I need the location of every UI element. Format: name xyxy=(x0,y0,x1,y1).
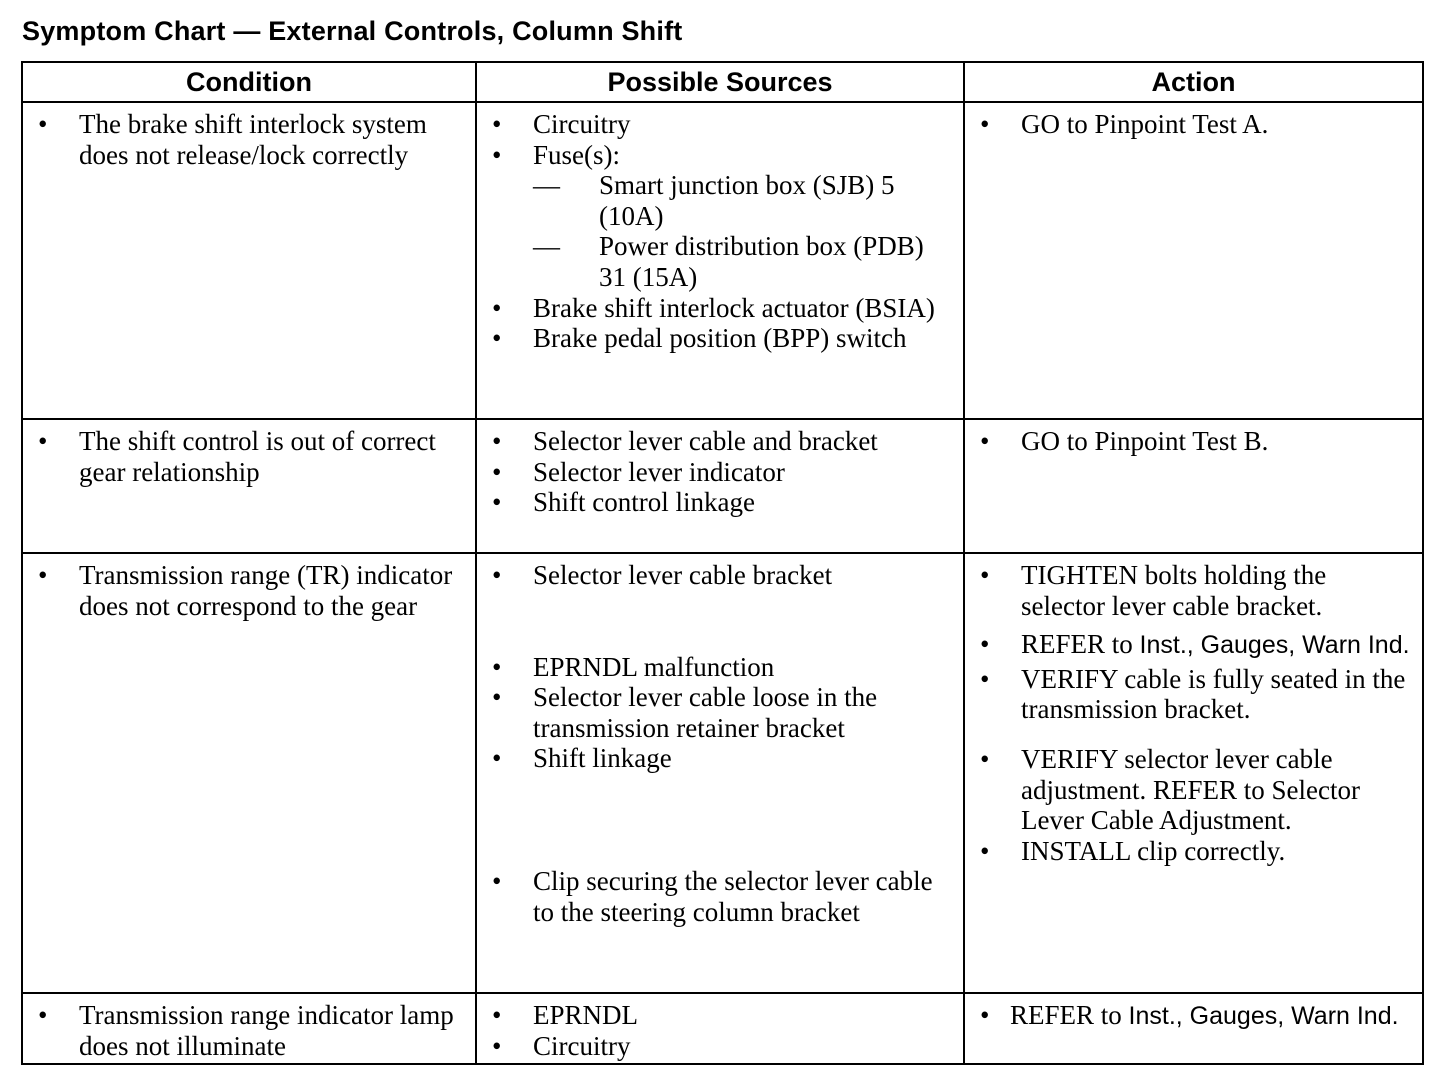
source-item: • Selector lever cable loose in the transmission retainer bracket xyxy=(485,682,955,743)
source-item: • Shift control linkage xyxy=(485,487,955,518)
source-item: • Circuitry xyxy=(485,1031,955,1062)
action-item xyxy=(973,629,1414,660)
action-item-lead: REFER to xyxy=(1010,1000,1122,1030)
source-item: • EPRNDL malfunction xyxy=(485,652,955,683)
source-item: • Circuitry xyxy=(485,109,955,140)
table-row xyxy=(22,553,1423,993)
header-action: Action xyxy=(964,62,1423,102)
condition-text: • Transmission range indicator lamp does not illuminate xyxy=(31,1000,467,1061)
source-item: • Selector lever cable and bracket xyxy=(485,426,955,457)
action-item: • VERIFY selector lever cable adjustment. REFER to Selector Lever Cable Adjustment. xyxy=(973,744,1414,836)
condition-cell xyxy=(22,419,476,553)
table-row xyxy=(22,993,1423,1064)
source-subitem: — Smart junction box (SJB) 5 (10A) xyxy=(533,170,955,231)
source-item: • Selector lever cable bracket xyxy=(485,560,955,591)
table-row xyxy=(22,419,1423,553)
sources-cell xyxy=(476,419,964,553)
sources-cell xyxy=(476,102,964,419)
action-item: • GO to Pinpoint Test B. xyxy=(973,426,1414,457)
source-item: • Brake shift interlock actuator (BSIA) xyxy=(485,293,955,324)
sources-cell xyxy=(476,993,964,1064)
action-cell xyxy=(964,419,1423,553)
action-cell xyxy=(964,993,1423,1064)
cross-reference-link[interactable]: Inst., Gauges, Warn Ind. xyxy=(1139,631,1410,660)
header-condition: Condition xyxy=(22,62,476,102)
condition-text: • The brake shift interlock system does not release/lock correctly xyxy=(31,109,467,170)
action-item xyxy=(973,1000,1414,1031)
table-header-row xyxy=(22,62,1423,102)
symptom-chart-table xyxy=(21,61,1424,1065)
action-item-lead: REFER to xyxy=(1021,629,1133,660)
source-item-label: Fuse(s): xyxy=(533,139,620,170)
table-row xyxy=(22,102,1423,419)
action-item: • VERIFY cable is fully seated in the transmission bracket. xyxy=(973,664,1414,725)
source-item xyxy=(485,140,955,293)
action-cell xyxy=(964,102,1423,419)
condition-cell xyxy=(22,553,476,993)
action-item: • GO to Pinpoint Test A. xyxy=(973,109,1414,140)
sources-cell xyxy=(476,553,964,993)
action-cell xyxy=(964,553,1423,993)
source-item: • Shift linkage xyxy=(485,743,955,774)
cross-reference-link[interactable]: Inst., Gauges, Warn Ind. xyxy=(1128,1002,1399,1030)
header-possible-sources: Possible Sources xyxy=(476,62,964,102)
page-title: Symptom Chart — External Controls, Column Shift xyxy=(22,16,683,46)
condition-text: • Transmission range (TR) indicator does not correspond to the gear xyxy=(31,560,467,621)
source-subitem: — Power distribution box (PDB) 31 (15A) xyxy=(533,231,955,292)
source-item: • EPRNDL xyxy=(485,1000,955,1031)
source-item: • Brake pedal position (BPP) switch xyxy=(485,323,955,354)
action-item: • TIGHTEN bolts holding the selector lever cable bracket. xyxy=(973,560,1414,621)
condition-text: • The shift control is out of correct gear relationship xyxy=(31,426,467,487)
source-item: • Clip securing the selector lever cable to the steering column bracket xyxy=(485,866,955,927)
condition-cell xyxy=(22,993,476,1064)
source-item: • Selector lever indicator xyxy=(485,457,955,488)
action-item: • INSTALL clip correctly. xyxy=(973,836,1414,867)
condition-cell xyxy=(22,102,476,419)
